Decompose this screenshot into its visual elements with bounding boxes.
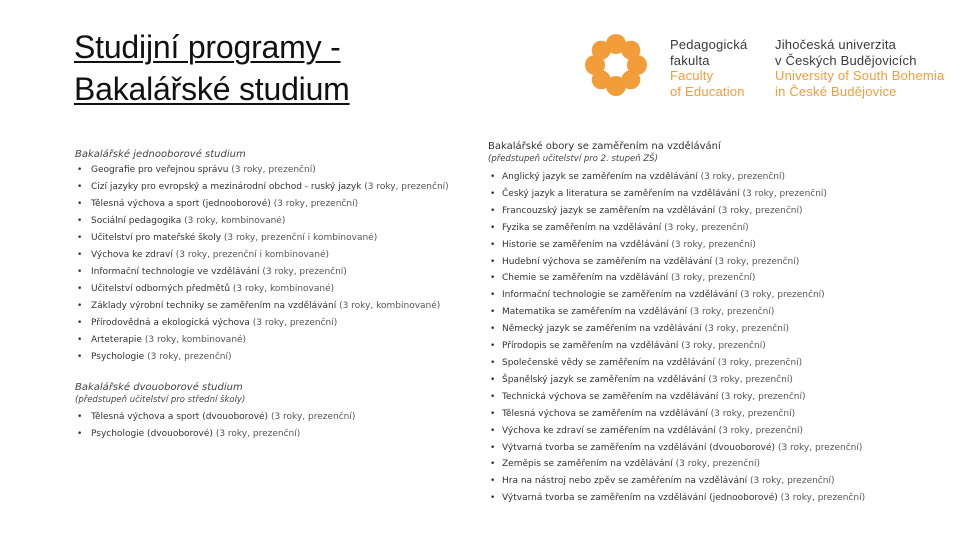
program-list-item — [75, 349, 465, 366]
program-list-item — [488, 473, 888, 490]
program-list-item — [488, 389, 888, 406]
program-name: Historie se zaměřením na vzdělávání — [502, 239, 669, 250]
program-list-item — [488, 254, 888, 271]
program-list-item — [488, 372, 888, 389]
program-list-item — [75, 409, 465, 426]
left-program-column — [75, 148, 465, 443]
program-duration-note: (3 roky, prezenční) — [675, 459, 761, 470]
program-duration-note: (3 roky, prezenční) — [714, 256, 800, 267]
program-duration-note: (3 roky, prezenční) — [750, 476, 835, 487]
program-list-item — [488, 270, 888, 287]
program-list-item — [488, 440, 888, 457]
program-duration-note: (3 roky, prezenční) — [147, 352, 232, 362]
program-name: Informační technologie se zaměřením na vzdělávání — [502, 290, 738, 301]
program-list-item — [75, 264, 465, 281]
program-list-item — [488, 186, 888, 203]
program-duration-note: (3 roky, prezenční) — [681, 341, 766, 352]
program-list-item — [488, 338, 888, 355]
program-list-item — [488, 423, 888, 440]
program-duration-note: (3 roky, kombinované) — [144, 335, 247, 345]
program-list-item — [75, 162, 465, 179]
program-duration-note: (3 roky, prezenční) — [270, 412, 356, 422]
university-name-en-1: University of South Bohemia — [775, 68, 945, 83]
program-name: Výtvarná tvorba se zaměřením na vzdělávání (jednooborové) — [502, 493, 778, 504]
program-duration-note: (3 roky, prezenční) — [689, 307, 775, 318]
program-duration-note: (3 roky, prezenční) — [671, 239, 756, 250]
program-name: Informační technologie ve vzdělávání — [91, 267, 260, 277]
faculty-name-cz-2: fakulta — [670, 52, 710, 68]
program-name: Český jazyk a literatura se zaměřením na vzdělávání — [502, 188, 740, 199]
program-name: Psychologie — [91, 352, 145, 362]
program-duration-note: (3 roky, kombinované) — [232, 284, 335, 294]
program-list-item — [75, 332, 465, 349]
program-name: Sociální pedagogika — [91, 216, 182, 226]
program-duration-note: (3 roky, prezenční i kombinované) — [175, 250, 330, 260]
program-name: Výchova ke zdraví se zaměřením na vzdělávání — [502, 425, 716, 436]
university-name-block — [775, 37, 944, 99]
program-name: Přírodopis se zaměřením na vzdělávání — [502, 341, 679, 352]
program-list-item — [488, 355, 888, 372]
education-programs-subheading: (předstupeň učitelství pro 2. stupeň ZŠ) — [488, 154, 658, 164]
program-duration-note: (3 roky, prezenční) — [777, 442, 863, 453]
faculty-flower-logo-icon — [584, 33, 648, 97]
program-name: Tělesná výchova a sport (dvouoborové) — [91, 412, 269, 422]
double-major-list — [75, 409, 465, 443]
program-list-item — [488, 304, 888, 321]
program-duration-note: (3 roky, prezenční) — [718, 425, 803, 436]
program-list-item — [488, 321, 888, 338]
program-name: Chemie se zaměřením na vzdělávání — [502, 273, 669, 284]
program-name: Technická výchova se zaměřením na vzdělávání — [502, 391, 719, 402]
program-name: Přírodovědná a ekologická výchova — [91, 318, 250, 328]
program-list-item — [75, 298, 465, 315]
program-duration-note: (3 roky, prezenční) — [718, 205, 803, 216]
program-name: Učitelství odborných předmětů — [91, 284, 231, 294]
program-name: Anglický jazyk se zaměřením na vzdělávání — [502, 172, 698, 182]
education-programs-heading: Bakalářské obory se zaměřením na vzdělávání — [488, 141, 721, 152]
program-name: Francouzský jazyk se zaměřením na vzdělávání — [502, 205, 716, 216]
program-list-item — [488, 456, 888, 473]
program-list-item — [75, 179, 465, 196]
program-name: Tělesná výchova a sport (jednooborové) — [91, 199, 271, 209]
program-name: Německý jazyk se zaměřením na vzdělávání — [502, 324, 702, 335]
program-list-item — [75, 247, 465, 264]
single-major-list — [75, 162, 465, 366]
program-list-item — [75, 230, 465, 247]
program-list-item — [75, 426, 465, 443]
program-name: Zeměpis se zaměřením na vzdělávání — [502, 459, 673, 470]
university-name-en-2: in České Budějovice — [775, 83, 897, 99]
program-duration-note: (3 roky, prezenční) — [364, 182, 449, 192]
program-duration-note: (3 roky, prezenční) — [671, 273, 756, 284]
program-list-item — [488, 169, 888, 186]
faculty-name-cz-1: Pedagogická — [670, 37, 748, 52]
program-list-item — [488, 406, 888, 423]
program-duration-note: (3 roky, prezenční) — [262, 267, 347, 277]
program-name: Psychologie (dvouoborové) — [91, 429, 213, 439]
program-name: Matematika se zaměřením na vzdělávání — [502, 307, 688, 318]
university-name-cz-2: v Českých Budějovicích — [775, 52, 917, 68]
program-name: Hudební výchova se zaměřením na vzdělávání — [502, 256, 712, 267]
program-duration-note: (3 roky, prezenční) — [700, 172, 785, 182]
program-list-item — [75, 315, 465, 332]
program-list-item — [488, 237, 888, 254]
program-duration-note: (3 roky, kombinované) — [339, 301, 441, 311]
faculty-name-en-1: Faculty — [670, 68, 714, 83]
program-list-item — [75, 213, 465, 230]
right-program-column — [488, 140, 888, 507]
program-list-item — [75, 196, 465, 213]
program-duration-note: (3 roky, prezenční) — [231, 165, 316, 175]
program-duration-note: (3 roky, prezenční i kombinované) — [223, 233, 378, 243]
program-name: Fyzika se zaměřením na vzdělávání — [502, 222, 662, 233]
faculty-name-en-2: of Education — [670, 83, 745, 99]
program-duration-note: (3 roky, prezenční) — [215, 429, 301, 439]
program-duration-note: (3 roky, kombinované) — [184, 216, 286, 226]
program-duration-note: (3 roky, prezenční) — [780, 493, 866, 504]
program-name: Základy výrobní techniky se zaměřením na vzdělávání — [91, 301, 337, 311]
program-list-item — [488, 287, 888, 304]
program-name: Cizí jazyky pro evropský a mezinárodní obchod - ruský jazyk — [91, 182, 362, 192]
program-duration-note: (3 roky, prezenční) — [273, 199, 359, 209]
page-title-line-2: Bakalářské studium — [74, 71, 350, 107]
double-major-subheading: (předstupeň učitelství pro střední školy) — [75, 395, 246, 405]
program-duration-note: (3 roky, prezenční) — [740, 290, 825, 301]
program-list-item — [75, 281, 465, 298]
program-name: Geografie pro veřejnou správu — [91, 165, 229, 175]
faculty-name-block — [670, 37, 747, 99]
program-list-item — [488, 490, 888, 507]
program-name: Výtvarná tvorba se zaměřením na vzdělávání (dvouoborové) — [502, 442, 776, 453]
program-duration-note: (3 roky, prezenční) — [708, 374, 793, 385]
program-name: Arteterapie — [91, 335, 142, 345]
page-title — [74, 26, 494, 110]
program-duration-note: (3 roky, prezenční) — [664, 222, 749, 233]
program-duration-note: (3 roky, prezenční) — [252, 318, 338, 328]
university-name-cz-1: Jihočeská univerzita — [775, 37, 897, 52]
program-duration-note: (3 roky, prezenční) — [721, 391, 806, 402]
program-list-item — [488, 203, 888, 220]
program-duration-note: (3 roky, prezenční) — [710, 408, 796, 419]
program-list-item — [488, 220, 888, 237]
program-name: Výchova ke zdraví — [91, 250, 173, 260]
program-name: Hra na nástroj nebo zpěv se zaměřením na vzdělávání — [502, 476, 748, 487]
education-programs-list — [488, 169, 888, 507]
program-name: Tělesná výchova se zaměřením na vzdělávání — [502, 408, 708, 419]
single-major-heading: Bakalářské jednooborové studium — [75, 149, 246, 160]
program-duration-note: (3 roky, prezenční) — [704, 324, 789, 335]
program-name: Společenské vědy se zaměřením na vzdělávání — [502, 357, 715, 368]
program-name: Španělský jazyk se zaměřením na vzdělávání — [502, 374, 706, 385]
program-duration-note: (3 roky, prezenční) — [717, 357, 803, 368]
program-duration-note: (3 roky, prezenční) — [742, 188, 827, 199]
program-name: Učitelství pro mateřské školy — [91, 233, 222, 243]
page-title-line-1: Studijní programy - — [74, 29, 341, 65]
double-major-heading: Bakalářské dvouoborové studium — [75, 382, 243, 393]
